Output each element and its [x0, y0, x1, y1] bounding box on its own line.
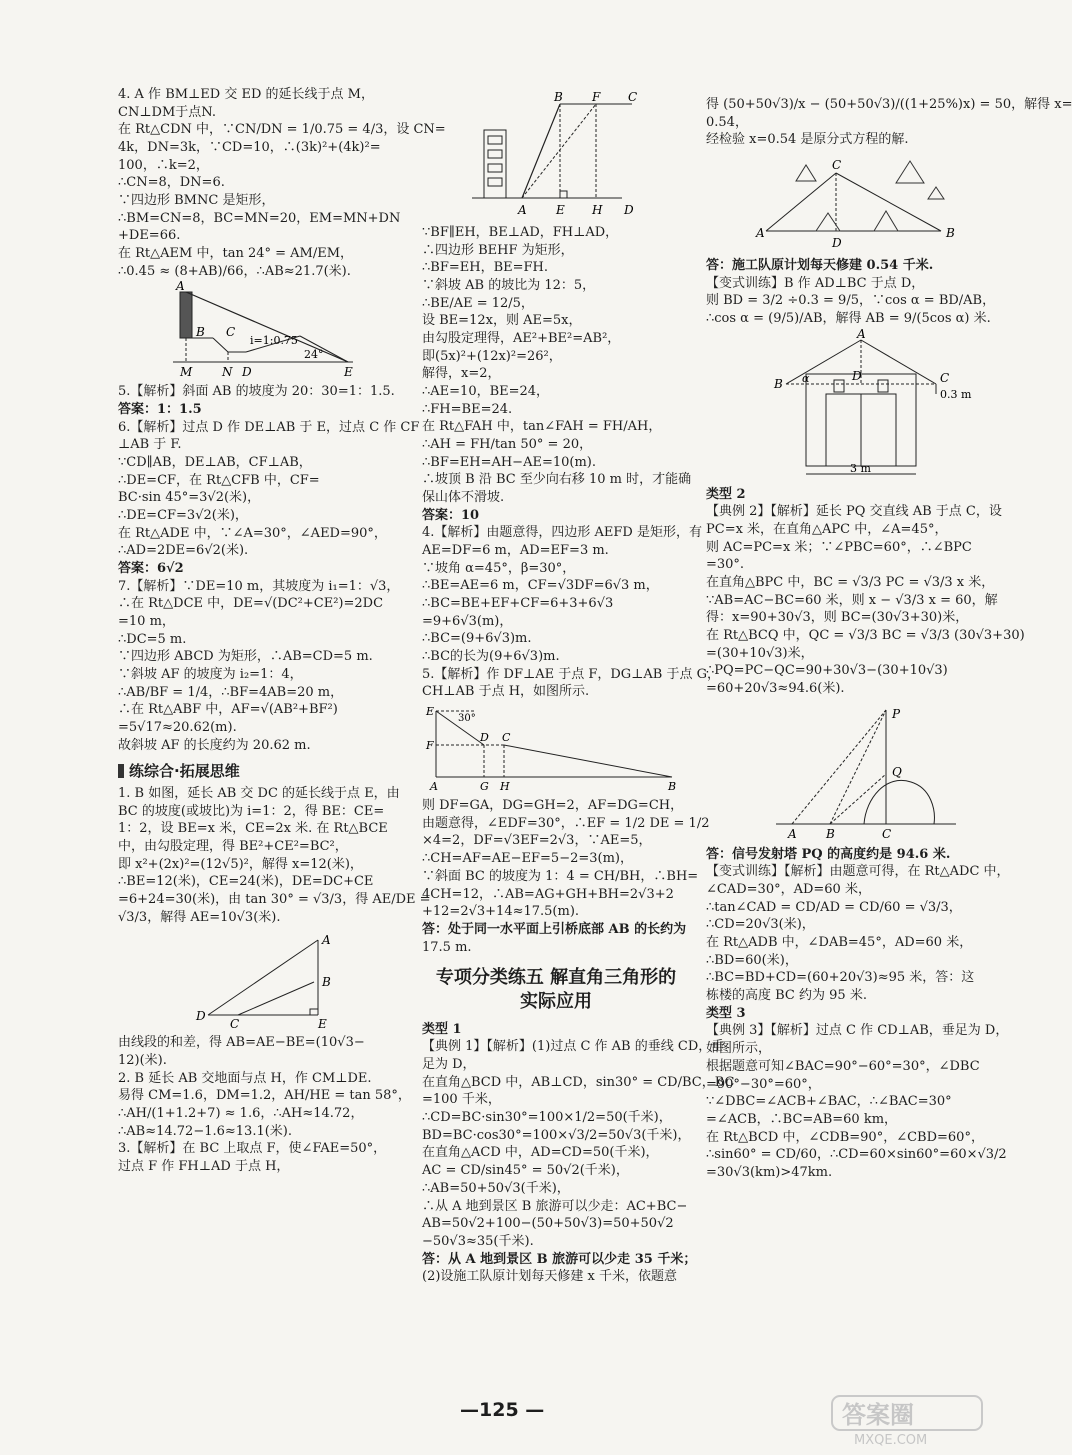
text-line: ∴BE=AE=6 m，CF=√3DF=6√3 m， [422, 578, 659, 594]
solution-block-variant-1 [706, 257, 996, 328]
fig4-label-g: G [480, 780, 489, 794]
text-line: ∴sin60° = CD/60，∴CD=60×sin60°=60×√3/2 [706, 1147, 1007, 1163]
text-line: ∴BD=60(米)， [706, 952, 798, 968]
solution-block-3-5 [422, 224, 720, 701]
text-line: ∴0.45 ≈ (8+AB)/66，∴AB≈21.7(米). [118, 263, 351, 279]
text-line: ∴BC=BE+EF+CF=6+3+6√3 [422, 596, 614, 612]
text-line: 【变式训练】【解析】由题意可得，在 Rt△ADC 中， [706, 864, 1010, 880]
fig4-label-a: A [430, 780, 438, 794]
text-line: AE=DF=6 m，AD=EF=3 m. [422, 543, 609, 559]
text-line: ∴DE=CF=3√2(米)， [118, 508, 248, 524]
text-line: ∵坡角 α=45°，β=30°， [422, 560, 576, 576]
fig1-label-m: M [180, 365, 193, 380]
text-line: 答案：10 [422, 507, 480, 523]
text-line: 类型 1 [422, 1021, 462, 1037]
text-line: ∴BF=EH=AH−AE=10(m). [422, 454, 596, 470]
text-line: =60+20√3≈94.6(米). [706, 681, 845, 697]
text-line: 类型 3 [706, 1005, 746, 1021]
text-line: 在 Rt△ADB 中，∠DAB=45°，AD=60 米， [706, 935, 973, 951]
text-line: ∴AD=2DE=6√2(米). [118, 543, 249, 559]
fig2-label-b: B [322, 975, 331, 990]
text-line: ∴AE=10，BE=24， [422, 384, 550, 400]
text-line: ∴BE=12(米)，CE=24(米)，DE=DC+CE [118, 874, 374, 890]
text-line: 答案：1：1.5 [118, 402, 202, 418]
text-line: 保山体不滑坡. [422, 490, 505, 506]
text-line: ∵AB=AC−BC=60 米，则 x − √3/3 x = 60，解 [706, 592, 998, 608]
text-line: ∴坡顶 B 沿 BC 至少向右移 10 m 时，才能确 [422, 472, 692, 488]
figure-house-roof [706, 326, 996, 482]
fig1-label-angle: 24° [304, 348, 324, 362]
fig4-label-e: E [426, 705, 435, 719]
text-line: 5.【解析】作 DF⊥AE 于点 F，DG⊥AB 于点 G， [422, 666, 720, 682]
fig4-label-h: H [500, 780, 510, 794]
text-line: 12)(米). [118, 1052, 167, 1068]
figure-bridge-slope [422, 705, 690, 793]
text-line: ∵四边形 BMNC 是矩形， [118, 193, 275, 209]
figure-mountain-road [706, 153, 996, 253]
text-line: ∴PQ=PC−QC=90+30√3−(30+10√3) [706, 663, 948, 679]
figure-signal-tower [706, 702, 996, 842]
watermark-logo-icon [830, 1392, 995, 1448]
text-line: 在直角△BCD 中，AB⊥CD，sin30° = CD/BC，BC [422, 1074, 735, 1090]
section-title-line-2: 实际应用 [520, 991, 592, 1013]
text-line: +12=2√3+14≈17.5(m). [422, 904, 580, 920]
fig7-label-q: Q [892, 764, 902, 779]
fig6-label-width: 3 m [850, 461, 871, 475]
solution-block-ext-2-3 [118, 1034, 411, 1175]
fig6-label-d: D [852, 368, 862, 383]
text-line: 7.【解析】∵DE=10 m，其坡度为 i₁=1：√3， [118, 578, 400, 594]
text-line: =6+24=30(米)，由 tan 30° = √3/3，得 AE/DE = [118, 891, 431, 907]
fig4-label-c: C [502, 731, 511, 745]
text-line: +DE=66. [118, 228, 181, 244]
text-line: 即(5x)²+(12x)²=26²， [422, 348, 562, 364]
fig3-label-f: F [592, 90, 601, 104]
text-line: ∵BF∥EH，BE⊥AD，FH⊥AD， [422, 225, 619, 240]
text-line: −50√3≈35(千米). [422, 1233, 534, 1249]
text-line: ∴四边形 BEHF 为矩形， [422, 242, 574, 258]
text-line: 由题意得，∠EDF=30°，∴EF = 1/2 DE = 1/2 [422, 815, 710, 831]
text-line: 足为 D， [422, 1057, 476, 1073]
figure-slope-triangle [118, 930, 398, 1030]
text-line: BC 的坡度(或坡比)为 i=1：2，得 BE：CE= [118, 803, 385, 819]
svg-text:MXQE.COM: MXQE.COM [854, 1433, 928, 1448]
text-line: ∵斜坡 AF 的坡度为 i₂=1：4， [118, 667, 303, 683]
fig5-label-a: A [756, 226, 765, 241]
section-title [422, 966, 690, 1015]
text-line: 在 Rt△FAH 中，tan∠FAH = FH/AH， [422, 419, 662, 435]
solution-block-5-cont [422, 797, 710, 956]
text-line: ×4=2，DF=√3EF=2√3，∵AE=5， [422, 833, 652, 849]
text-line: ∴在 Rt△ABF 中，AF=√(AB²+BF²) [118, 702, 338, 718]
text-line: ∴在 Rt△DCE 中，DE=√(DC²+CE²)=2DC [118, 596, 384, 612]
text-line: BD=BC·cos30°=100×√3/2=50√3(千米)， [422, 1127, 691, 1143]
text-line: 1：2，设 BE=x 米，CE=2x 米. 在 Rt△BCE [118, 821, 388, 837]
fig4-label-b: B [668, 780, 677, 794]
fig3-label-e: E [556, 203, 565, 217]
text-line: ∴BC=BD+CD=(60+20√3)≈95 米，答：这 [706, 970, 975, 986]
text-line: 由勾股定理得，AE²+BE²=AB²， [422, 331, 621, 347]
text-line: PC=x 米，在直角△APC 中，∠A=45°， [706, 522, 948, 538]
fig6-label-a: A [857, 326, 866, 341]
text-line: 【典例 2】【解析】延长 PQ 交直线 AB 于点 C，设 [706, 504, 1002, 520]
text-line: (2)设施工队原计划每天修建 x 千米，依题意 [422, 1269, 678, 1285]
solution-block-type-1 [422, 1021, 735, 1286]
text-line: ∴AB/BF = 1/4，∴BF=4AB=20 m， [118, 684, 344, 700]
fig1-label-e: E [344, 365, 353, 380]
text-line: 易得 CM=1.6，DM=1.2，AH/HE = tan 58°， [118, 1088, 411, 1104]
fig3-label-a: A [518, 203, 527, 217]
text-line: 答：处于同一水平面上引桥底部 AB 的长约为 [422, 921, 687, 937]
text-line: 【典例 3】【解析】过点 C 作 CD⊥AB，垂足为 D， [706, 1023, 1009, 1039]
text-line: =90°−30°=60°， [706, 1076, 821, 1092]
solution-block-type-2 [706, 486, 1025, 698]
text-line: 5.【解析】斜面 AB 的坡度为 20：30=1：1.5. [118, 384, 395, 400]
fig1-label-a: A [176, 279, 185, 294]
text-line: 答案：6√2 [118, 561, 184, 577]
text-line: ∴CD=BC·sin30°=100×1/2=50(千米)， [422, 1110, 672, 1126]
text-line: 答：从 A 地到景区 B 旅游可以少走 35 千米； [422, 1251, 697, 1267]
text-line: CH⊥AB 于点 H，如图所示. [422, 684, 590, 700]
text-line: 答：信号发射塔 PQ 的高度约是 94.6 米. [706, 846, 951, 862]
svg-text:答案圈: 答案圈 [842, 1401, 914, 1429]
fig7-label-a: A [788, 826, 797, 841]
fig2-label-a: A [322, 933, 331, 948]
solution-block-ext-1 [118, 785, 431, 926]
text-line: 经检验 x=0.54 是原分式方程的解. [706, 132, 909, 148]
text-line: √3/3，解得 AE=10√3(米). [118, 909, 281, 925]
fig4-label-f: F [426, 739, 434, 753]
text-line: ∴DC=5 m. [118, 631, 187, 647]
fig2-label-d: D [196, 1009, 206, 1024]
fig1-label-c: C [226, 325, 236, 340]
fig5-label-d: D [832, 236, 842, 251]
fig7-label-p: P [892, 706, 901, 721]
fig2-label-c: C [230, 1017, 240, 1032]
text-line: ∴BC=(9+6√3)m. [422, 631, 532, 647]
text-line: =5√17≈20.62(m). [118, 720, 237, 736]
fig4-label-d: D [480, 731, 489, 745]
text-line: ∴从 A 地到景区 B 旅游可以少走：AC+BC− [422, 1198, 688, 1214]
text-line: ∵斜面 BC 的坡度为 1：4 = CH/BH，∴BH= [422, 868, 699, 884]
text-line: ∵斜坡 AB 的坡比为 12：5， [422, 278, 596, 294]
heading-text: 练综合·拓展思维 [129, 761, 240, 780]
text-line: 100，∴k=2， [118, 157, 209, 173]
fig6-label-alpha: α [802, 371, 810, 385]
fig1-label-b: B [196, 325, 205, 340]
text-line: 则 AC=PC=x 米；∵∠PBC=60°，∴∠BPC [706, 539, 972, 555]
fig6-label-height: 0.3 m [940, 387, 972, 401]
fig5-label-c: C [832, 158, 842, 173]
text-line: ∴CH=AF=AE−EF=5−2=3(m)， [422, 851, 633, 867]
text-line: 答：施工队原计划每天修建 0.54 千米. [706, 258, 934, 274]
fig5-label-b: B [946, 226, 955, 241]
text-line: =9+6√3(m)， [422, 613, 513, 629]
text-line: =100 千米， [422, 1092, 501, 1108]
text-line: 【典例 1】【解析】(1)过点 C 作 AB 的垂线 CD，垂 [422, 1039, 725, 1055]
text-line: 1. B 如图，延长 AB 交 DC 的延长线于点 E，由 [118, 785, 400, 801]
column-right [706, 96, 1072, 1182]
fig6-label-b: B [774, 376, 783, 391]
text-line: 在直角△BPC 中，BC = √3/3 PC = √3/3 x 米， [706, 575, 995, 591]
text-line: 根据题意可知∠BAC=90°−60°=30°，∠DBC [706, 1058, 980, 1074]
text-line: =30°. [706, 557, 745, 573]
solution-block-type-2-3 [706, 846, 1010, 1182]
text-line: ⊥AB 于 F. [118, 437, 182, 453]
text-line: 设 BE=12x，则 AE=5x， [422, 313, 582, 329]
text-line: 如图所示， [706, 1041, 772, 1057]
text-line: ∴cos α = (9/5)/AB，解得 AB = 9/(5cos α) 米. [706, 311, 991, 327]
text-line: CN⊥DM于点N. [118, 104, 216, 120]
fig3-label-d: D [624, 203, 634, 217]
solution-block-type-1-cont [706, 96, 1072, 149]
text-line: 在 Rt△ADE 中，∵∠A=30°，∠AED=90°， [118, 525, 387, 541]
fig1-label-d: D [242, 365, 252, 380]
text-line: 4k，DN=3k，∵CD=10，∴(3k)²+(4k)²= [118, 140, 381, 156]
text-line: ∴AB≈14.72−1.6≈13.1(米). [118, 1123, 293, 1139]
text-line: 类型 2 [706, 486, 746, 502]
text-line: 4CH=12，∴AB=AG+GH+BH=2√3+2 [422, 886, 674, 902]
text-line: =(30+10√3)米， [706, 645, 814, 661]
solution-block-5-7 [118, 383, 420, 754]
fig6-label-c: C [940, 370, 950, 385]
text-line: 在 Rt△AEM 中，tan 24° = AM/EM， [118, 246, 354, 262]
fig3-label-c: C [628, 90, 638, 104]
section-heading-comprehensive [118, 761, 398, 781]
text-line: AC = CD/sin45° = 50√2(千米)， [422, 1163, 629, 1179]
text-line: 【变式训练】B 作 AD⊥BC 于点 D， [706, 275, 925, 291]
text-line: 3.【解析】在 BC 上取点 F，使∠FAE=50°， [118, 1141, 387, 1157]
text-line: ∴AH/(1+1.2+7) ≈ 1.6，∴AH≈14.72， [118, 1105, 364, 1121]
section-title-line-1: 专项分类练五 解直角三角形的 [435, 967, 677, 989]
text-line: 2. B 延长 AB 交地面与点 H，作 CM⊥DE. [118, 1070, 372, 1086]
text-line: 中，由勾股定理，得 BE²+CE²=BC²， [118, 838, 348, 854]
text-line: 6.【解析】过点 D 作 DE⊥AB 于 E，过点 C 作 CF [118, 419, 420, 435]
text-line: 由线段的和差，得 AB=AE−BE=(10√3− [118, 1035, 365, 1051]
text-line: ∵∠DBC=∠ACB+∠BAC，∴∠BAC=30° [706, 1094, 952, 1110]
text-line: 17.5 m. [422, 939, 472, 955]
text-line: 4. A 作 BM⊥ED 交 ED 的延长线于点 M， [118, 87, 374, 102]
text-line: BC·sin 45°=3√2(米)， [118, 490, 261, 506]
fig7-label-b: B [826, 826, 835, 841]
text-line: ∴AH = FH/tan 50° = 20， [422, 437, 593, 453]
text-line: =10 m， [118, 614, 175, 630]
text-line: ∵CD∥AB，DE⊥AB，CF⊥AB， [118, 455, 312, 471]
text-line: 则 BD = 3/2 ÷0.3 = 9/5，∵cos α = BD/AB， [706, 293, 996, 309]
fig1-label-n: N [222, 365, 233, 380]
text-line: ∴DE=CF，在 Rt△CFB 中，CF= [118, 472, 320, 488]
text-line: =∠ACB，∴BC=AB=60 km， [706, 1111, 898, 1127]
text-line: 在 Rt△BCQ 中，QC = √3/3 BC = √3/3 (30√3+30) [706, 628, 1025, 644]
text-line: 解得，x=2， [422, 366, 501, 382]
text-line: 即 x²+(2x)²=(12√5)²，解得 x=12(米)， [118, 856, 363, 872]
figure-slope-tower [118, 279, 398, 380]
text-line: ∴FH=BE=24. [422, 401, 513, 417]
text-line: 栋楼的高度 BC 约为 95 米. [706, 988, 867, 1004]
text-line: 故斜坡 AF 的长度约为 20.62 m. [118, 737, 311, 753]
text-line: ∴AB=50+50√3(千米)， [422, 1180, 570, 1196]
text-line: 过点 F 作 FH⊥AD 于点 H， [118, 1158, 290, 1174]
text-line: ∴BF=EH，BE=FH. [422, 260, 548, 276]
figure-building-slope [422, 90, 690, 220]
text-line: =30√3(km)>47km. [706, 1164, 833, 1180]
text-line: ∴tan∠CAD = CD/AD = CD/60 = √3/3， [706, 899, 962, 915]
text-line: ∴BM=CN=8，BC=MN=20，EM=MN+DN [118, 210, 401, 226]
text-line: 0.54， [706, 114, 748, 130]
fig3-label-h: H [592, 203, 603, 217]
page-number: —125 — [460, 1399, 545, 1421]
fig3-label-b: B [554, 90, 563, 104]
text-line: ∠CAD=30°，AD=60 米， [706, 882, 871, 898]
text-line: 在 Rt△BCD 中，∠CDB=90°，∠CBD=60°， [706, 1129, 984, 1145]
text-line: ∴CD=20√3(米)， [706, 917, 815, 933]
text-line: AB=50√2+100−(50+50√3)=50+50√2 [422, 1216, 674, 1232]
text-line: 得 (50+50√3)/x − (50+50√3)/((1+25%)x) = 50，解得 x= [706, 97, 1072, 112]
text-line: 4.【解析】由题意得，四边形 AEFD 是矩形，有 [422, 525, 702, 541]
fig4-label-angle: 30° [458, 713, 476, 725]
text-line: ∴CN=8，DN=6. [118, 175, 225, 191]
fig7-label-c: C [882, 826, 892, 841]
text-line: 得：x=90+30√3，则 BC=(30√3+30)米， [706, 610, 969, 626]
text-line: 在直角△ACD 中，AD=CD=50(千米)， [422, 1145, 659, 1161]
fig2-label-e: E [318, 1017, 327, 1032]
text-line: ∵四边形 ABCD 为矩形，∴AB=CD=5 m. [118, 649, 373, 665]
text-line: ∴BC的长为(9+6√3)m. [422, 649, 560, 665]
text-line: ∴BE/AE = 12/5， [422, 295, 534, 311]
fig1-label-slope: i=1:0.75 [250, 334, 298, 348]
text-line: 在 Rt△CDN 中，∵CN/DN = 1/0.75 = 4/3，设 CN= [118, 122, 446, 138]
solution-block-4-7 [118, 86, 446, 280]
text-line: 则 DF=GA，DG=GH=2，AF=DG=CH， [422, 798, 684, 814]
